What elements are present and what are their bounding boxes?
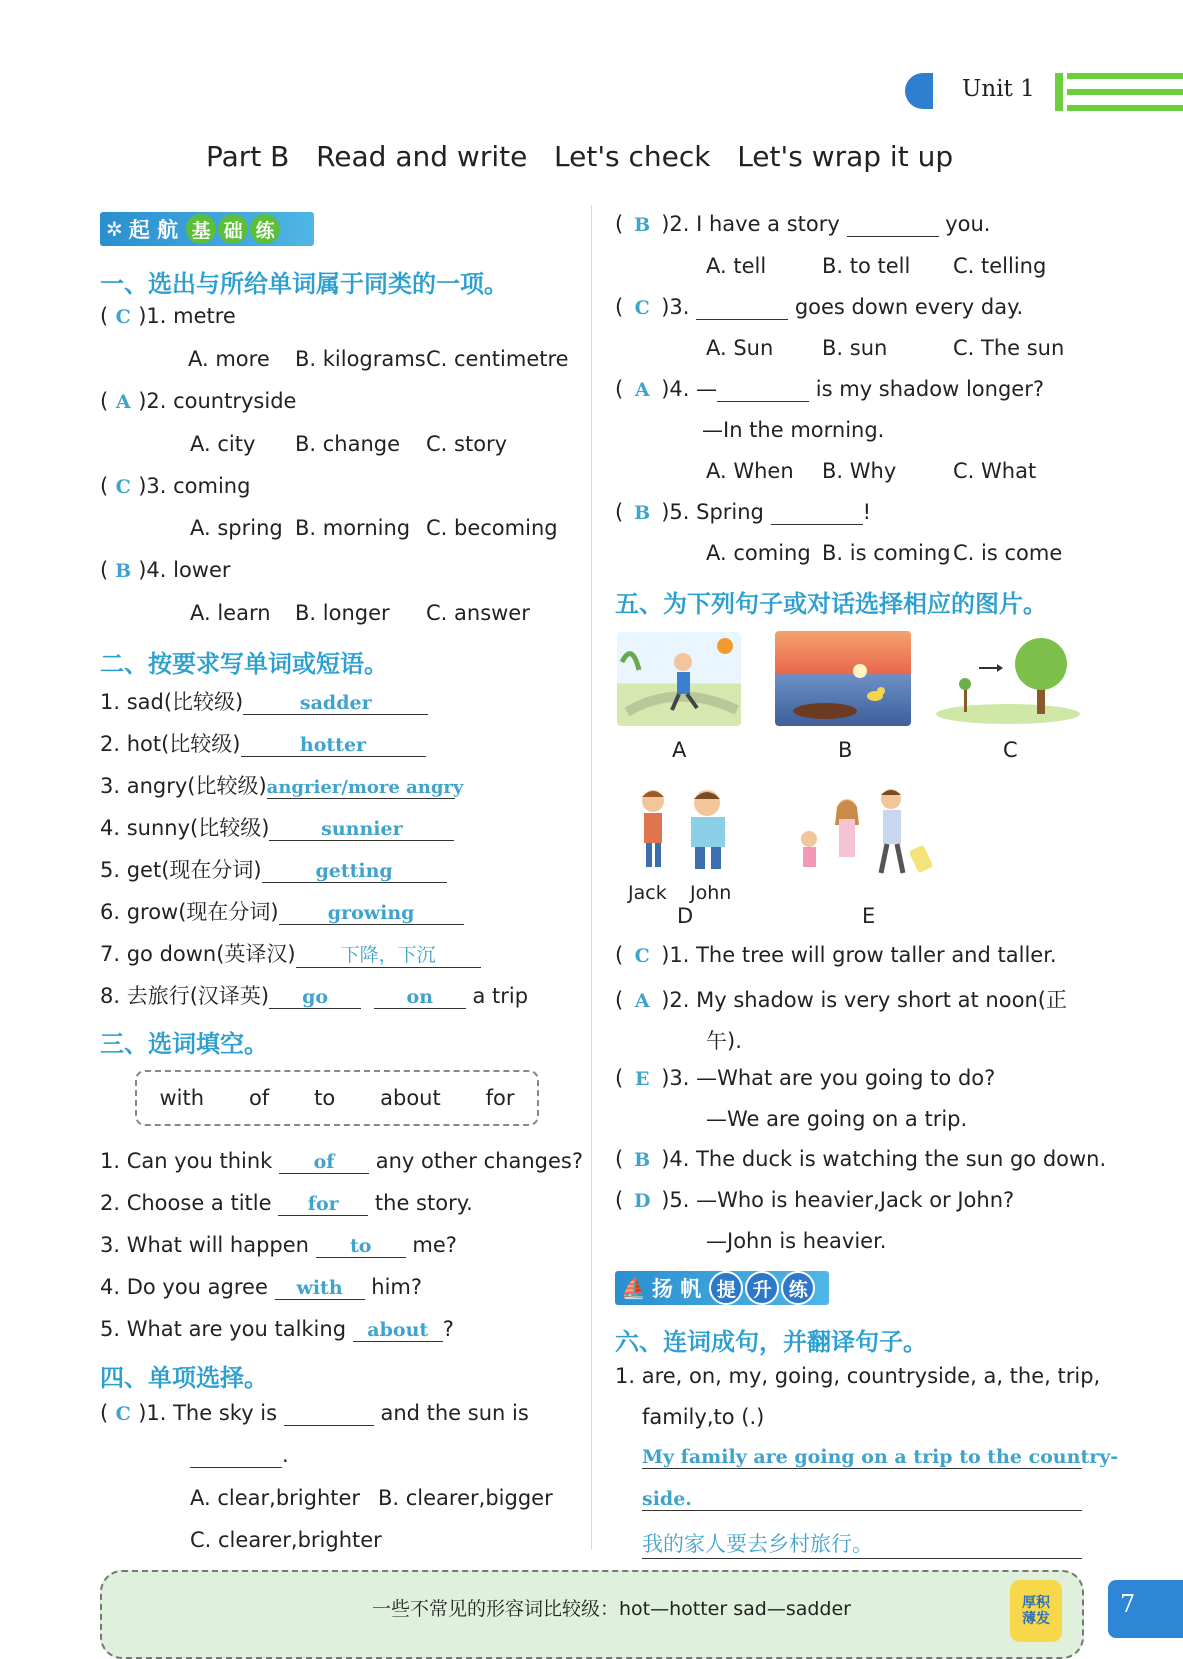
answer: hotter	[241, 734, 426, 757]
section4-title: 四、单项选择。	[100, 1364, 268, 1392]
answer: C	[115, 1403, 131, 1425]
s4-item-cont	[190, 1443, 289, 1468]
option-c: C. story	[426, 432, 508, 456]
dialog-line: —In the morning.	[702, 418, 885, 442]
word-bank-item: with	[159, 1086, 205, 1110]
question-text: 5. What are you talking	[100, 1317, 347, 1341]
answer: C	[634, 297, 650, 319]
answer: sadder	[243, 692, 428, 715]
page-number: 7	[1120, 1590, 1136, 1618]
banner-circle: 基	[186, 214, 216, 244]
s2-item	[100, 854, 447, 884]
question-text: )4. lower	[138, 558, 231, 582]
option-c: C. becoming	[426, 516, 558, 540]
question-text: is my shadow longer?	[815, 377, 1044, 401]
answer: getting	[262, 860, 447, 883]
s2-item	[100, 812, 454, 842]
s6-answer: side.	[642, 1488, 1082, 1511]
s3-item	[100, 1317, 454, 1342]
question-text: any other changes?	[375, 1149, 583, 1173]
s5-item: ( D )5. —Who is heavier,Jack or John?	[615, 1188, 1015, 1212]
picture-label: B	[838, 738, 853, 762]
option-b: B. is coming	[822, 541, 951, 565]
s4-item: ( A )4. — is my shadow longer?	[615, 377, 1044, 401]
word-bank-item: to	[314, 1086, 336, 1110]
question-text: 2. Choose a title	[100, 1191, 272, 1215]
picture-b-sunset-duck	[775, 631, 911, 726]
word-bank-item: of	[248, 1086, 270, 1110]
option-a: A. learn	[190, 601, 271, 625]
section3-title: 三、选词填空。	[100, 1030, 268, 1058]
question-text: —We are going on a trip.	[706, 1107, 968, 1131]
s1-item: ( A )2. countryside	[100, 389, 297, 413]
blank	[696, 295, 788, 320]
question-text: the story.	[374, 1191, 473, 1215]
answer: angrier/more angry	[266, 777, 464, 798]
header-stripes	[1055, 73, 1183, 111]
question-text: )2. countryside	[138, 389, 297, 413]
s6-translation: 我的家人要去乡村旅行。	[642, 1528, 1082, 1559]
banner-label: 扬 帆	[651, 1277, 702, 1301]
blank	[190, 1443, 282, 1468]
picture-label: E	[862, 904, 876, 928]
section-banner-basic	[100, 212, 314, 246]
s5-item: ( C )1. The tree will grow taller and taller.	[615, 943, 1057, 967]
s2-item	[100, 728, 426, 758]
option-c: C. telling	[953, 254, 1047, 278]
blank	[771, 500, 863, 525]
option-b: B. change	[295, 432, 401, 456]
option-a: A. tell	[706, 254, 767, 278]
picture-d-jack-and-john	[625, 785, 745, 875]
question-text: .	[282, 1443, 289, 1467]
question-text: !	[862, 500, 871, 524]
sailboat-icon: ⛵	[621, 1276, 646, 1300]
answer: B	[634, 502, 651, 524]
picture-a-boy-running	[617, 632, 741, 726]
answer: sunnier	[269, 818, 454, 841]
picture-label: D	[677, 904, 694, 928]
s5-item: ( B )4. The duck is watching the sun go down.	[615, 1147, 1107, 1171]
s3-item	[100, 1191, 473, 1216]
question-text: )1. metre	[138, 304, 236, 328]
banner-circle: 提	[709, 1271, 743, 1305]
question-text: 3. What will happen	[100, 1233, 309, 1257]
answer: B	[634, 214, 651, 236]
blank	[717, 377, 809, 402]
blank	[284, 1401, 374, 1426]
question-text: )1. The tree will grow taller and taller.	[661, 943, 1057, 967]
picture-label: A	[672, 738, 687, 762]
s3-item	[100, 1275, 422, 1300]
answer: of	[279, 1151, 369, 1174]
option-c: C. answer	[426, 601, 530, 625]
question-text: 1. sad(比较级)	[100, 690, 244, 714]
answer: 下降，下沉	[296, 940, 481, 968]
question-text: )3. —What are you going to do?	[661, 1066, 996, 1090]
tip-box	[100, 1570, 1084, 1659]
section1-title: 一、选出与所给单词属于同类的一项。	[100, 270, 508, 298]
s1-item: ( B )4. lower	[100, 558, 231, 582]
question-text: 4. Do you agree	[100, 1275, 268, 1299]
question-text: ?	[442, 1317, 454, 1341]
option-b: B. clearer,bigger	[378, 1486, 553, 1510]
question-text: me?	[412, 1233, 457, 1257]
badge-text: 厚积薄发	[1022, 1595, 1050, 1627]
question-text: —John is heavier.	[706, 1229, 887, 1253]
answer: A	[634, 379, 650, 401]
answer: for	[278, 1193, 368, 1216]
column-divider	[591, 205, 592, 1550]
blank	[847, 212, 939, 237]
option-a: A. When	[706, 459, 794, 483]
picture-c-tree-growing	[933, 628, 1083, 726]
banner-circle: 练	[781, 1271, 815, 1305]
answer: C	[115, 476, 131, 498]
s6-question: 1. are, on, my, going, countryside, a, the, trip,	[615, 1364, 1101, 1388]
answer: go	[269, 986, 361, 1009]
word-bank	[135, 1070, 539, 1126]
s3-item	[100, 1149, 583, 1174]
section6-title: 六、连词成句，并翻译句子。	[615, 1328, 927, 1356]
s4-item: ( C )3. goes down every day.	[615, 295, 1024, 319]
option-c: C. What	[953, 459, 1037, 483]
option-a: A. clear,brighter	[190, 1486, 361, 1510]
s2-item	[100, 980, 528, 1010]
unit-label: Unit 1	[962, 76, 1035, 102]
question-text: and the sun is	[380, 1401, 529, 1425]
answer: A	[115, 391, 131, 413]
s6-question: family,to (.)	[642, 1405, 765, 1429]
option-c: C. centimetre	[426, 347, 569, 371]
name-jack: Jack	[628, 882, 667, 904]
s2-item	[100, 770, 464, 800]
question-text: )2. I have a story	[661, 212, 840, 236]
s1-item: ( C )3. coming	[100, 474, 251, 498]
answer: to	[316, 1235, 406, 1258]
picture-e-family-trip	[795, 785, 945, 885]
s4-item: ( B )5. Spring !	[615, 500, 871, 524]
question-text: 5. get(现在分词)	[100, 858, 262, 882]
sun-icon	[617, 632, 741, 726]
option-a: A. city	[190, 432, 256, 456]
section-banner-advanced	[615, 1271, 829, 1305]
answer: B	[115, 560, 132, 582]
s4-item: ( B )2. I have a story you.	[615, 212, 991, 236]
question-text: )2. My shadow is very short at noon(正	[661, 988, 1067, 1012]
question-text: 7. go down(英译汉)	[100, 942, 296, 966]
answer: with	[275, 1277, 365, 1300]
question-text: )5. Spring	[661, 500, 764, 524]
section2-title: 二、按要求写单词或短语。	[100, 650, 388, 678]
dolphin-badge	[1010, 1580, 1062, 1642]
name-john: John	[690, 882, 732, 904]
question-text: a trip	[472, 984, 529, 1008]
s2-item	[100, 686, 428, 716]
question-text: you.	[945, 212, 991, 236]
answer: growing	[279, 902, 464, 925]
s3-item	[100, 1233, 457, 1258]
answer: D	[633, 1190, 651, 1212]
question-text: 4. sunny(比较级)	[100, 816, 270, 840]
s5-item: ( E )3. —What are you going to do?	[615, 1066, 996, 1090]
answer: about	[353, 1319, 443, 1342]
question-text: )1. The sky is	[138, 1401, 278, 1425]
s5-item: ( A )2. My shadow is very short at noon(正	[615, 988, 1067, 1012]
question-text: 1. Can you think	[100, 1149, 273, 1173]
option-c: C. is come	[953, 541, 1063, 565]
question-text: )4. —	[661, 377, 718, 401]
answer: on	[374, 986, 466, 1009]
page-title: Part B Read and write Let's check Let's wrap it up	[206, 140, 954, 173]
answer: C	[115, 306, 131, 328]
question-text: 8. 去旅行(汉译英)	[100, 984, 270, 1008]
question-text: 6. grow(现在分词)	[100, 900, 279, 924]
answer: B	[634, 1149, 651, 1171]
banner-label: 起 航	[128, 218, 179, 242]
option-a: A. more	[188, 347, 270, 371]
word-bank-item: for	[485, 1086, 515, 1110]
banner-circle: 础	[218, 214, 248, 244]
question-text: 午).	[706, 1029, 742, 1053]
option-b: B. kilograms	[295, 347, 426, 371]
s2-item	[100, 896, 464, 926]
option-b: B. sun	[822, 336, 888, 360]
answer: E	[634, 1068, 650, 1090]
s6-answer: My family are going on a trip to the country-	[642, 1446, 1119, 1468]
answer: A	[634, 990, 650, 1012]
s4-item: ( C )1. The sky is and the sun is	[100, 1401, 529, 1425]
question-text: 3. angry(比较级)	[100, 774, 267, 798]
tip-text: 一些不常见的形容词比较级：hot—hotter sad—sadder	[372, 1598, 851, 1620]
option-b: B. to tell	[822, 254, 911, 278]
banner-circle: 升	[745, 1271, 779, 1305]
option-b: B. morning	[295, 516, 411, 540]
question-text: goes down every day.	[794, 295, 1024, 319]
option-a: A. Sun	[706, 336, 774, 360]
picture-label: C	[1003, 738, 1018, 762]
question-text: )4. The duck is watching the sun go down.	[661, 1147, 1107, 1171]
option-b: B. longer	[295, 601, 390, 625]
section5-title: 五、为下列句子或对话选择相应的图片。	[615, 590, 1047, 618]
question-text: 2. hot(比较级)	[100, 732, 241, 756]
question-text: )5. —Who is heavier,Jack or John?	[661, 1188, 1015, 1212]
s2-item	[100, 938, 481, 968]
ship-wheel-icon: ✲	[106, 217, 123, 241]
question-text: )3. coming	[138, 474, 251, 498]
s1-item: ( C )1. metre	[100, 304, 236, 328]
unit-tab-decoration	[905, 73, 933, 109]
word-bank-item: about	[380, 1086, 441, 1110]
option-a: A. spring	[190, 516, 283, 540]
option-c: C. clearer,brighter	[190, 1528, 382, 1552]
option-c: C. The sun	[953, 336, 1065, 360]
question-text: him?	[371, 1275, 423, 1299]
banner-circle: 练	[250, 214, 280, 244]
question-text: )3.	[661, 295, 690, 319]
option-a: A. coming	[706, 541, 811, 565]
answer: C	[634, 945, 650, 967]
option-b: B. Why	[822, 459, 897, 483]
